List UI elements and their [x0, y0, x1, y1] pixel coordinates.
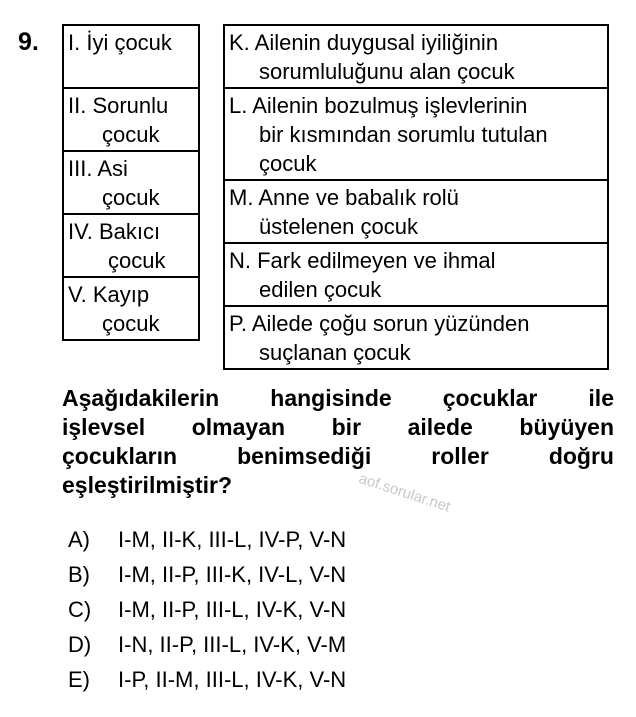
description-text: K. Ailenin duygusal iyiliğinin [229, 30, 499, 55]
descriptions-table [223, 24, 609, 370]
description-text-continued: edilen çocuk [259, 277, 382, 302]
roles-table [62, 24, 200, 341]
description-text: N. Fark edilmeyen ve ihmal [229, 248, 496, 273]
description-text-continued: bir kısmından sorumlu tutulan [259, 122, 548, 147]
description-row-m [224, 180, 608, 243]
description-text: L. Ailenin bozulmuş işlevlerinin [229, 93, 528, 118]
option-letter: A) [68, 527, 90, 552]
role-label: IV. Bakıcı [68, 219, 161, 244]
option-letter: B) [68, 562, 90, 587]
role-label-continued: çocuk [102, 185, 160, 210]
option-d[interactable] [68, 627, 346, 662]
option-letter: C) [68, 597, 92, 622]
prompt-line: eşleştirilmiştir? [62, 472, 233, 498]
role-row-4 [63, 214, 199, 277]
description-row-l [224, 88, 608, 180]
option-text: I-P, II-M, III-L, IV-K, V-N [118, 667, 347, 692]
role-row-2 [63, 88, 199, 151]
description-text-continued: çocuk [259, 151, 317, 176]
description-text: P. Ailede çoğu sorun yüzünden [229, 311, 530, 336]
prompt-line: işlevsel olmayan bir ailede büyüyen [62, 414, 614, 440]
role-row-3 [63, 151, 199, 214]
role-cell [63, 88, 199, 151]
role-label: I. İyi çocuk [68, 30, 172, 55]
option-a[interactable] [68, 522, 346, 557]
option-letter: E) [68, 667, 90, 692]
question-prompt [62, 384, 614, 500]
description-cell [224, 243, 608, 306]
description-text: M. Anne ve babalık rolü [229, 185, 459, 210]
option-e[interactable] [68, 662, 346, 697]
role-label: II. Sorunlu [68, 93, 169, 118]
role-label-continued: çocuk [102, 122, 160, 147]
watermark-diagonal: aof.sorular.net [356, 470, 453, 516]
description-cell [224, 25, 608, 88]
role-cell [63, 25, 199, 88]
role-label: V. Kayıp [68, 282, 150, 307]
role-label: III. Asi [68, 156, 128, 181]
role-row-1 [63, 25, 199, 88]
option-text: I-M, II-K, III-L, IV-P, V-N [118, 527, 347, 552]
role-cell [63, 277, 199, 340]
prompt-line: çocukların benimsediği roller doğru [62, 443, 614, 469]
option-text: I-M, II-P, III-K, IV-L, V-N [118, 562, 347, 587]
option-text: I-N, II-P, III-L, IV-K, V-M [118, 632, 347, 657]
description-cell [224, 88, 608, 180]
prompt-line: Aşağıdakilerin hangisinde çocuklar ile [62, 385, 614, 411]
option-c[interactable] [68, 592, 346, 627]
role-cell [63, 151, 199, 214]
description-cell [224, 180, 608, 243]
option-text: I-M, II-P, III-L, IV-K, V-N [118, 597, 347, 622]
role-cell [63, 214, 199, 277]
option-letter: D) [68, 632, 92, 657]
description-text-continued: üstelenen çocuk [259, 214, 418, 239]
description-row-p [224, 306, 608, 369]
role-label-continued: çocuk [108, 248, 166, 273]
role-row-5 [63, 277, 199, 340]
question-number: 9. [18, 28, 39, 56]
option-b[interactable] [68, 557, 346, 592]
description-row-n [224, 243, 608, 306]
description-cell [224, 306, 608, 369]
description-text-continued: sorumluluğunu alan çocuk [259, 59, 515, 84]
description-text-continued: suçlanan çocuk [259, 340, 411, 365]
answer-options [68, 522, 346, 697]
role-label-continued: çocuk [102, 311, 160, 336]
description-row-k [224, 25, 608, 88]
